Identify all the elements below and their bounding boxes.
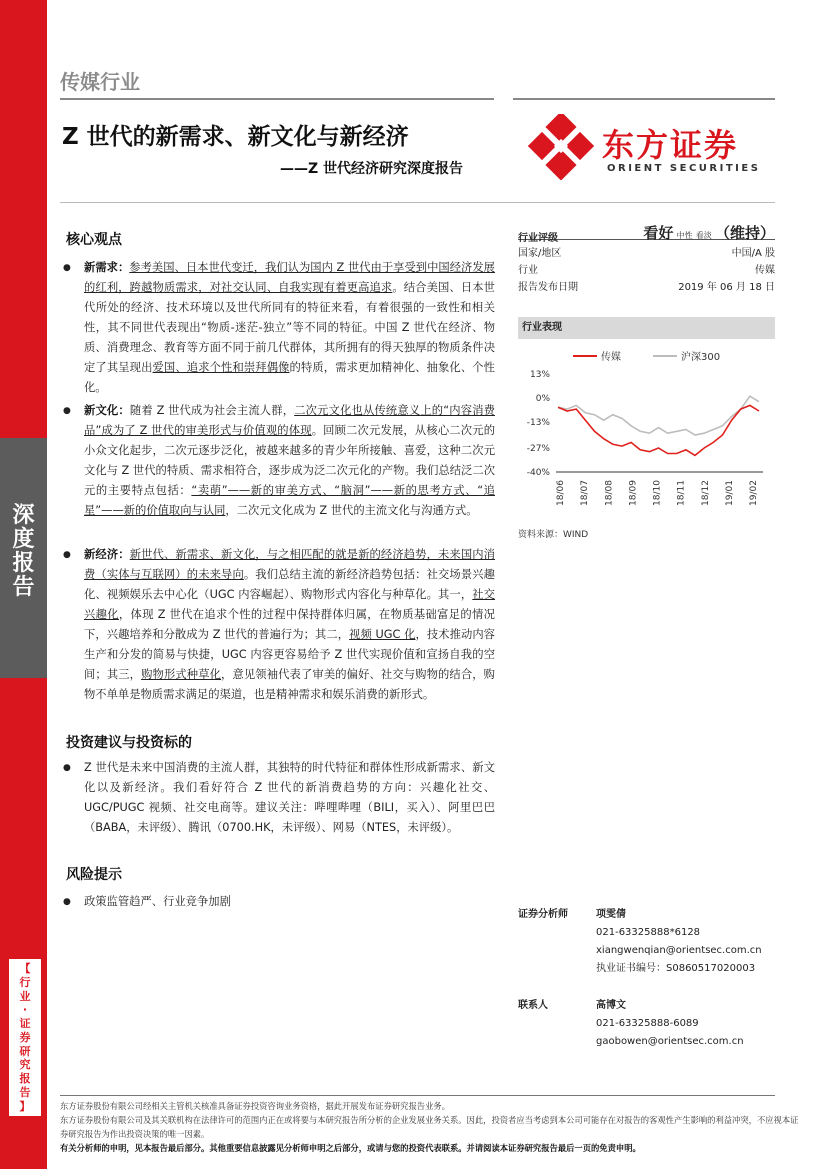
deep-report-label: 深 度 报 告 [12,503,35,600]
orient-securities-logo-icon [528,114,594,180]
x-tick-label: 18/12 [700,480,711,506]
new-economy-paragraph: ● 新经济：新世代、新需求、新文化，与之相匹配的就是新的经济趋势，未来国内消费（实体与互联网）的未来导向。我们总结主流的新经济趋势包括：社交场景兴趣化、视频娱乐去中心化（UGC 内容崛起）、购物形式内容化与种草化。其一，社交兴趣化，体现 Z 世代在追求个性的过程中保持群体归属，在物质基础富足的情况下，兴趣培养和分散成为 Z 世代的普遍行为；其二，视频 UGC 化，技术推动内容生产和分发的简易与快捷，UGC 内容更容易给予 Z 世代实现价值和宣扬自我的空间；其三，购物形式种草化，意见领袖代表了审美的偏好、社交与购物的结合，购物不单单是物质需求满足的渠道，也是精神需求和娱乐消费的新形式。 [63,545,495,705]
header-divider-right [513,98,775,100]
bullet-icon: ● [63,406,71,416]
x-tick-label: 19/01 [724,480,735,506]
footer-disclaimer [60,1099,802,1155]
rating-row: 国家/地区 中国/A 股 [518,248,775,259]
series-line-csi300 [558,396,759,435]
report-title: Z 世代的新需求、新文化与新经济 [62,124,409,150]
x-tick-label: 18/08 [604,480,615,506]
footer-rule [60,1095,775,1096]
industry-performance-chart [518,342,775,522]
y-tick-label: -40% [526,468,550,478]
x-tick-label: 18/10 [652,480,663,506]
footer-line-2: 东方证券股份有限公司及其关联机构在法律许可的范围内正在或将要与本研究报告所分析的企业发展业务关系。因此，投资者应当考虑到本公司可能存在对报告的客观性产生影响的利益冲突，不应视本证券研究报告为作出投资决策的唯一因素。 [60,1115,799,1139]
logo-chinese-name: 东方证券 [602,126,739,164]
y-tick-label: 0% [535,394,550,405]
contact-email[interactable]: gaobowen@orientsec.com.cn [596,1036,744,1047]
header-divider-left [60,98,494,100]
investment-paragraph: ● Z 世代是未来中国消费的主流人群，其独特的时代特征和群体性形成新需求、新文化以及新经济。我们看好符合 Z 世代的新消费趋势的方向：兴趣化社交、UGC/PUGC 视频、社交电商等。建议关注：哔哩哔哩（BILI，买入）、阿里巴巴（BABA，未评级）、腾讯（0700.HK，未评级）、网易（NTES，未评级）。 [63,758,495,838]
risk-paragraph: ● 政策监管趋严、行业竞争加剧 [63,892,495,912]
risk-heading: 风险提示 [66,867,122,883]
y-tick-label: -27% [526,443,550,454]
y-tick-label: -13% [526,418,550,429]
legend-label: 传媒 [601,352,621,363]
footer-line-1: 东方证券股份有限公司经相关主管机关核准具备证券投资咨询业务资格，据此开展发布证券研究报告业务。 [60,1101,450,1111]
analyst-email[interactable]: xiangwenqian@orientsec.com.cn [596,945,762,956]
footer-line-3: 有关分析师的申明，见本报告最后部分。其他重要信息披露见分析师申明之后部分，或请与您的投资代表联系。并请阅读本证券研究报告最后一页的免责申明。 [60,1143,641,1153]
new-demand-paragraph: ● 新需求：参考美国、日本世代变迁，我们认为国内 Z 世代由于享受到中国经济发展的红利，跨越物质需求，对社交认同、自我实现有着更高追求。结合美国、日本世代所处的经济、技术环境以及世代所同有的特征来看，有着很强的一致性和相关性，其不同世代表现出“物质-迷茫-独立”等不同的特征。中国 Z 世代在经济、物质、消费理念、教育等方面不同于前几代群体，其所拥有的得天独厚的物质条件决定了其呈现出爱国、追求个性和崇拜偶像的特质，需求更加精神化、抽象化、个性化。 [63,258,495,398]
core-view-heading: 核心观点 [66,232,122,248]
industry-research-label: 【 行 业 · 证 券 研 究 报 告 】 [8,958,42,1117]
industry-rating-box [518,222,775,295]
rating-label: 行业评级 [518,233,558,244]
contact-label: 联系人 [518,1000,548,1011]
x-tick-label: 18/11 [676,480,687,506]
x-tick-label: 18/07 [580,480,591,506]
y-tick-label: 13% [529,370,550,380]
analyst-phone: 021-63325888*6128 [596,927,701,938]
contact-name: 高博文 [596,1000,626,1011]
bullet-icon: ● [63,263,71,273]
new-culture-paragraph: ● 新文化：随着 Z 世代成为社会主流人群，二次元文化也从传统意义上的“内容消费品”成为了 Z 世代的审美形式与价值观的体现。回顾二次元发展，从核心二次元的小众文化起步，二次元逐步泛化，被越来越多的青少年所接触、喜爱，这种二次元文化与 Z 世代的特质、需求相符合，逐步成为泛二次元化的产物。我们总结泛二次元的主要特点包括：“卖萌”——新的审美方式、“脑洞”——新的思考方式、“追星”——新的价值取向与认同，二次元文化成为 Z 世代的主流文化与沟通方式。 [63,401,495,521]
industry-label: 传媒行业 [60,70,140,94]
rating-value: 看好 [643,224,674,242]
rating-row: 行业 传媒 [518,265,775,276]
investment-heading: 投资建议与投资标的 [66,735,192,751]
contact-block [518,997,775,1053]
rating-option-negative: 看淡 [695,231,712,240]
bullet-icon: ● [63,550,71,560]
bullet-icon: ● [63,763,71,773]
logo-english-name: ORIENT SECURITIES [607,163,761,174]
analyst-cert: 执业证书编号：S0860517020003 [596,963,756,974]
report-subtitle: ——Z 世代经济研究深度报告 [280,161,464,177]
contact-phone: 021-63325888-6089 [596,1018,699,1029]
legend-label: 沪深300 [681,352,721,363]
data-source: 资料来源：WIND [518,530,589,540]
rating-option-neutral: 中性 [676,231,693,240]
analyst-block [518,906,775,982]
x-tick-label: 18/06 [556,480,566,506]
bullet-icon: ● [63,897,71,907]
x-tick-label: 18/09 [628,480,639,506]
header-bottom-rule [60,202,775,203]
x-tick-label: 19/02 [749,480,759,506]
rating-row: 报告发布日期 2019 年 06 月 18 日 [518,282,775,293]
analyst-name: 项雯倩 [596,909,626,920]
industry-performance-heading: 行业表现 [518,317,775,339]
rating-maintain: （维持） [714,224,775,242]
analyst-label: 证券分析师 [518,909,568,920]
